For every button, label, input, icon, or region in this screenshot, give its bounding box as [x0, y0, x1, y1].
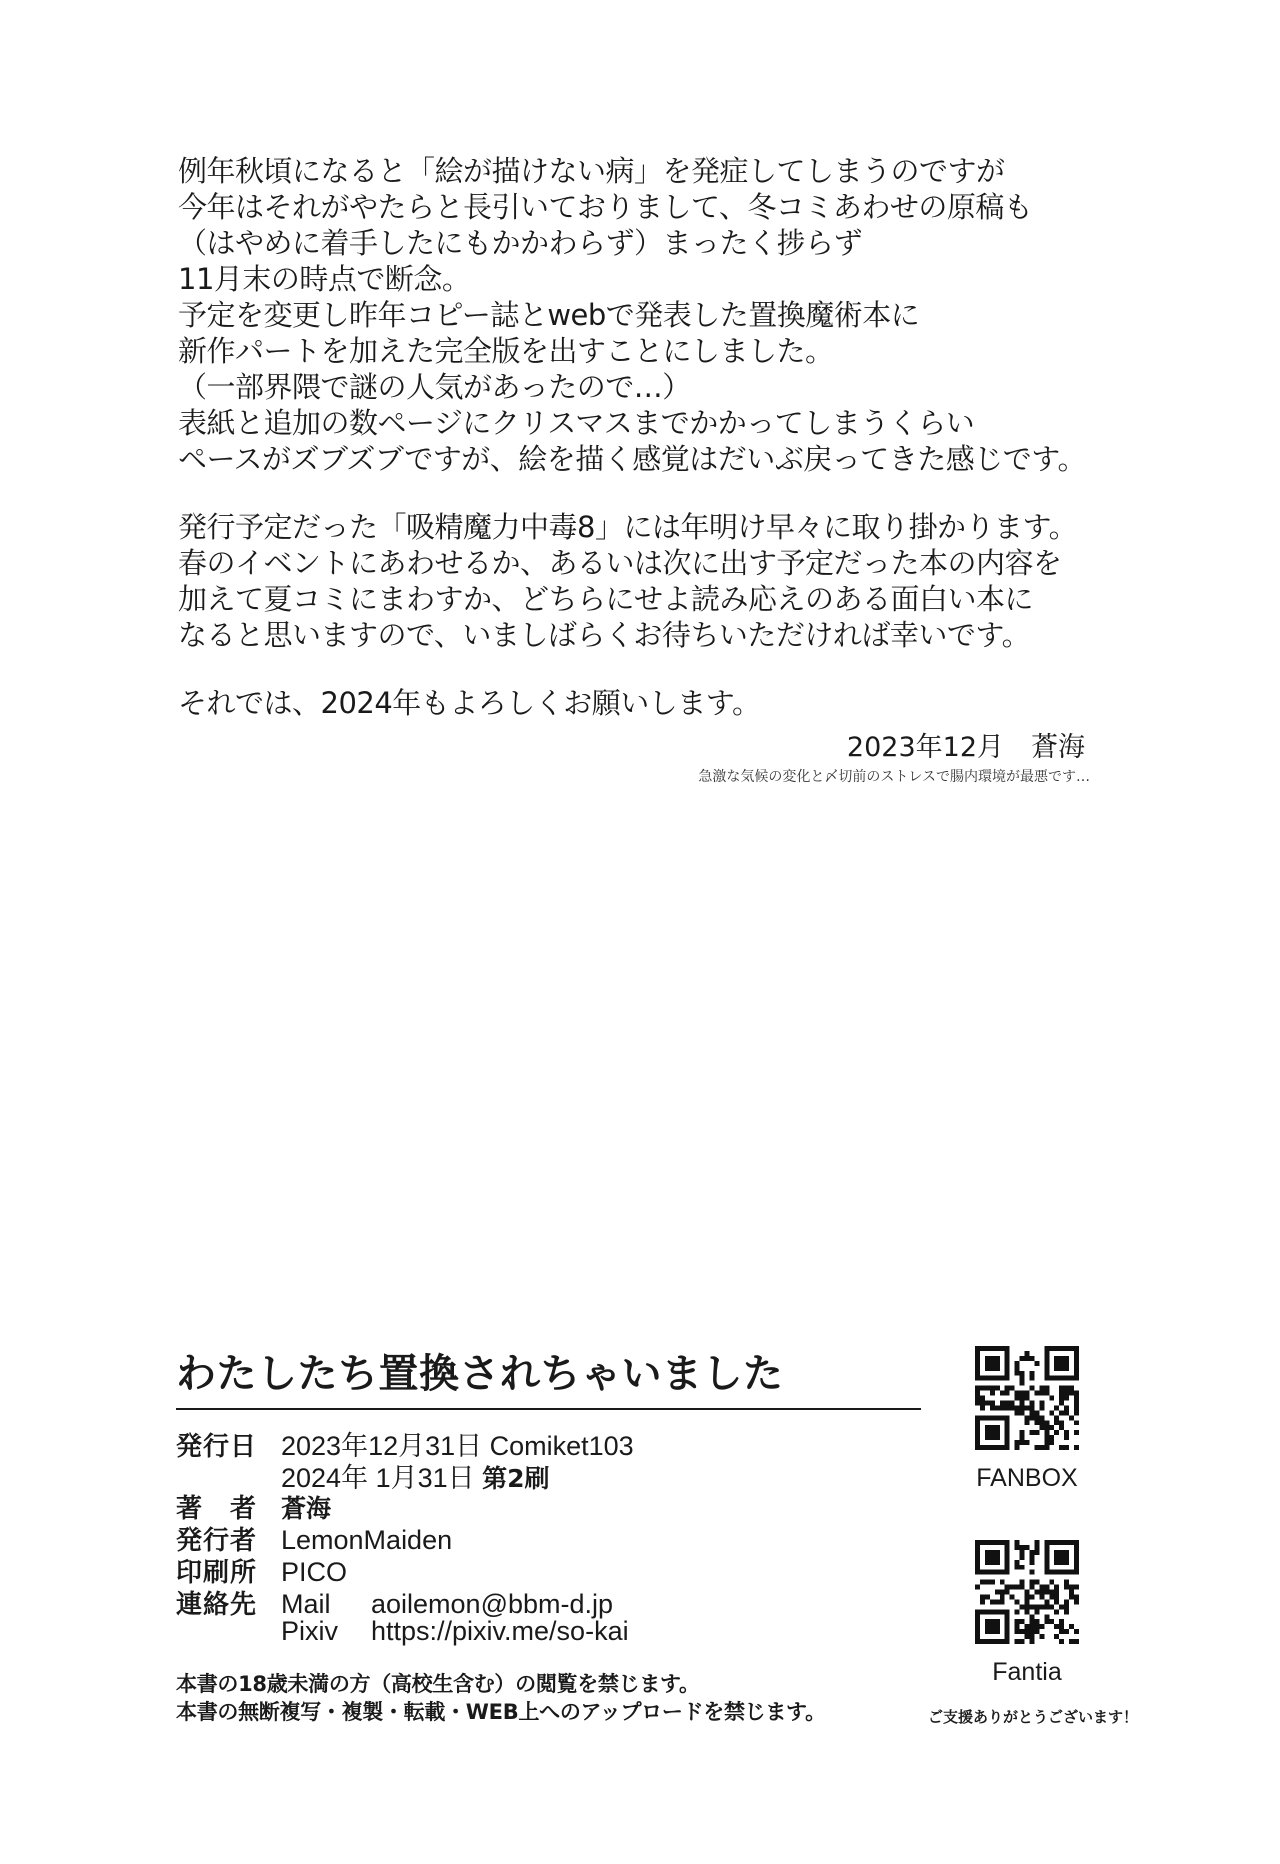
warning-age: 本書の18歳未満の方（高校生含む）の閲覧を禁じます。 [176, 1672, 700, 1696]
label-author: 著 者 [176, 1494, 258, 1524]
fantia-label: Fantia [992, 1658, 1062, 1686]
afterword-line: ペースがズブズブですが、絵を描く感覚はだいぶ戻ってきた感じです。 [178, 442, 1086, 476]
afterword-paragraph-3 [178, 685, 1098, 721]
afterword-paragraph-2 [178, 509, 1098, 653]
value-author [281, 1489, 331, 1525]
author-name: 蒼海 [281, 1494, 332, 1523]
value-published-2-date: 2024年 1月31日 [281, 1463, 475, 1493]
warnings [176, 1670, 936, 1726]
row-contact-pixiv [176, 1616, 916, 1648]
value-publisher: LemonMaiden [281, 1525, 453, 1555]
mail-label: Mail [281, 1589, 331, 1619]
row-printer [176, 1552, 916, 1588]
thanks-note: ご支援ありがとうございます！ [928, 1708, 1139, 1726]
pixiv-url: https://pixiv.me/so-kai [371, 1616, 629, 1646]
label-published: 発行日 [176, 1432, 258, 1462]
fanbox-label: FANBOX [976, 1464, 1078, 1492]
footnote: 急激な気候の変化と〆切前のストレスで腸内環境が最悪です… [698, 769, 1090, 785]
row-published [176, 1424, 916, 1462]
afterword-line: 表紙と追加の数ページにクリスマスまでかかってしまうくらい [178, 406, 975, 440]
afterword-line: 予定を変更し昨年コピー誌とwebで発表した置換魔術本に [178, 298, 920, 332]
value-printer: PICO [281, 1557, 348, 1587]
afterword-line: 発行予定だった「吸精魔力中毒8」には年明け早々に取り掛かります。 [178, 510, 1078, 544]
warning-copy: 本書の無断複写・複製・転載・WEB上へのアップロードを禁じます。 [176, 1700, 826, 1724]
signature: 2023年12月 蒼海 [846, 732, 1085, 763]
divider [176, 1408, 921, 1410]
afterword-line: （一部界隈で謎の人気があったので…） [178, 370, 691, 404]
afterword-line: それでは、2024年もよろしくお願いします。 [178, 686, 761, 720]
afterword-line: 今年はそれがやたらと長引いておりまして、冬コミあわせの原稿も [178, 190, 1033, 224]
label-publisher: 発行者 [176, 1526, 258, 1556]
afterword-line: 例年秋頃になると「絵が描けない病」を発症してしまうのですが [178, 154, 1005, 188]
label-contact: 連絡先 [176, 1590, 258, 1620]
row-published-2 [176, 1456, 916, 1493]
afterword-line: 春のイベントにあわせるか、あるいは次に出す予定だった本の内容を [178, 546, 1062, 580]
label-printer: 印刷所 [176, 1558, 258, 1588]
fanbox-qr-code [975, 1346, 1079, 1450]
row-contact-mail [176, 1584, 916, 1620]
afterword-line: （はやめに着手したにもかかわらず）まったく捗らず [178, 226, 863, 260]
fantia-qr-code [975, 1540, 1079, 1644]
afterword-line: 新作パートを加えた完全版を出すことにしました。 [178, 334, 834, 368]
afterword-line: 11月末の時点で断念。 [178, 262, 471, 296]
fanbox-qr-block [962, 1346, 1092, 1493]
afterword-line: なると思いますので、いましばらくお待ちいただければ幸いです。 [178, 618, 1031, 652]
afterword [178, 153, 1098, 721]
colophon-info [176, 1424, 916, 1648]
value-contact-pixiv [281, 1616, 629, 1647]
value-published-2-edition: 第2刷 [482, 1464, 550, 1493]
row-publisher [176, 1520, 916, 1556]
fantia-qr-block [962, 1540, 1092, 1687]
colophon [176, 1348, 936, 1726]
pixiv-label: Pixiv [281, 1616, 339, 1646]
afterword-paragraph-1 [178, 153, 1098, 477]
value-published-1: 2023年12月31日 Comiket103 [281, 1431, 634, 1461]
mail-address: aoilemon@bbm-d.jp [371, 1589, 614, 1619]
book-title: わたしたち置換されちゃいました [176, 1351, 784, 1397]
afterword-line: 加えて夏コミにまわすか、どちらにせよ読み応えのある面白い本に [178, 582, 1034, 616]
